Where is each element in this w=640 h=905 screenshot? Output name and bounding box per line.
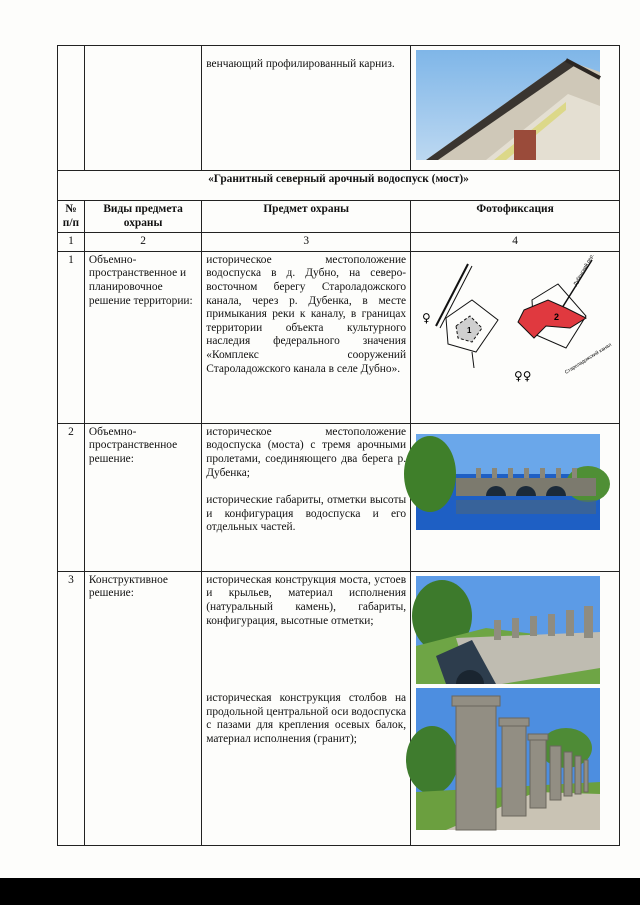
photo-bridge bbox=[411, 423, 620, 571]
table-row bbox=[58, 46, 620, 171]
column-number: 4 bbox=[411, 233, 620, 252]
row-number: 1 bbox=[58, 251, 85, 423]
bridge-photo-image bbox=[416, 434, 600, 530]
column-number: 2 bbox=[84, 233, 201, 252]
row-subject bbox=[202, 571, 411, 845]
protection-table bbox=[57, 45, 620, 846]
row-number: 2 bbox=[58, 423, 85, 571]
plan-canal-label: Староладожский канал bbox=[563, 341, 613, 376]
plan-right-number: 2 bbox=[554, 311, 560, 322]
top-row-text: венчающий профилированный карниз. bbox=[202, 46, 411, 171]
section-title-row bbox=[58, 171, 620, 201]
header-subject: Предмет охраны bbox=[202, 201, 411, 233]
row-subject-part: историческое местоположение водоспуска (моста) с тремя арочными пролетами, соединяющего два берега р. Дубенка; bbox=[206, 425, 407, 479]
table-row bbox=[58, 251, 620, 423]
header-photo: Фотофиксация bbox=[411, 201, 620, 233]
svg-text:♀♀: ♀♀ bbox=[514, 368, 532, 383]
photo-bridge-deck bbox=[411, 571, 620, 845]
scan-bottom-edge bbox=[0, 878, 640, 905]
pillars-photo-image bbox=[416, 688, 600, 830]
plan-road-label: Дубенский пер. bbox=[572, 252, 596, 287]
site-plan-diagram bbox=[416, 252, 613, 396]
column-number: 3 bbox=[202, 233, 411, 252]
row-subject-part: историческая конструкция моста, устоев и крыльев, материал исполнения (натуральный камень), габариты, конфигурация, высотные отметки; bbox=[206, 573, 407, 627]
section-title: «Гранитный северный арочный водоспуск (мост)» bbox=[58, 171, 620, 201]
row-type: Конструктивное решение: bbox=[84, 571, 201, 845]
cornice-photo-image bbox=[416, 50, 600, 160]
column-number-row bbox=[58, 233, 620, 252]
header-types: Виды предмета охраны bbox=[84, 201, 201, 233]
row-type: Объемно-пространственное и планировочное решение территории: bbox=[84, 251, 201, 423]
site-plan bbox=[411, 251, 620, 423]
bridge-deck-photo-image bbox=[416, 576, 600, 684]
cell-empty bbox=[84, 46, 201, 171]
row-type: Объемно-пространственное решение: bbox=[84, 423, 201, 571]
header-row bbox=[58, 201, 620, 233]
table-row bbox=[58, 571, 620, 845]
header-num: № п/п bbox=[58, 201, 85, 233]
photo-cornice bbox=[411, 46, 620, 171]
row-subject-part: историческая конструкция столбов на продольной центральной оси водоспуска с пазами для крепления осевых балок, материал исполнения (гранит); bbox=[206, 692, 407, 745]
row-subject: историческое местоположение водоспуска в д. Дубно, на северо-восточном берегу Староладожского канала, через р. Дубенка, в месте примыкания реки к каналу, в границах территории объекта культурного наследия федерального значения «Комплекс сооружений Староладожского канала в селе Дубно». bbox=[202, 251, 411, 423]
row-subject bbox=[202, 423, 411, 571]
row-number: 3 bbox=[58, 571, 85, 845]
column-number: 1 bbox=[58, 233, 85, 252]
table-row bbox=[58, 423, 620, 571]
svg-text:♀: ♀ bbox=[422, 310, 431, 325]
row-subject-part: исторические габариты, отметки высоты и конфигурация водоспуска и его отдельных частей. bbox=[206, 494, 407, 534]
plan-left-number: 1 bbox=[467, 325, 472, 335]
cell-empty bbox=[58, 46, 85, 171]
